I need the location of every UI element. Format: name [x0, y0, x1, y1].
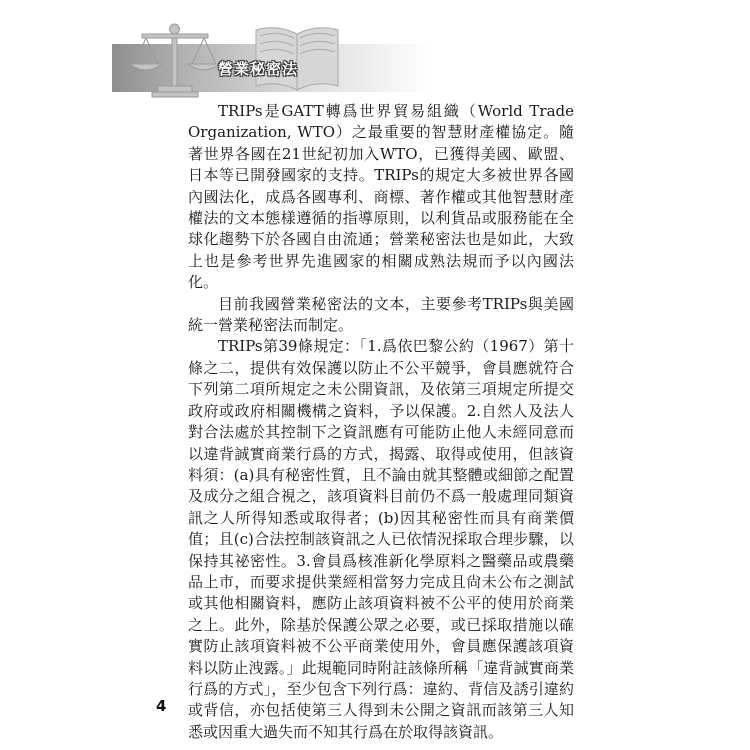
paragraph-domestic-law: 目前我國營業秘密法的文本，主要參考TRIPs與美國統一營業秘密法而制定。	[188, 294, 574, 335]
scales-of-justice-icon	[120, 20, 230, 100]
paragraph-trips-intro: TRIPs是GATT轉爲世界貿易組織（World Trade Organization, WTO）之最重要的智慧財產權協定。隨著世界各國在21世紀初加入WTO，已獲得美國、歐盟、日本等已開發國家的支持。TRIPs的規定大多被世界各國內國法化，成爲各國專利、商標、著作權或其他智慧財產權法的文本態樣遵循的指導原則，以利貨品或服務能在全球化趨勢下於各國自由流通；營業秘密法也是如此，大致上也是參考世界先進國家的相關成熟法規而予以內國法化。	[188, 102, 574, 292]
chapter-header	[112, 14, 432, 102]
paragraph-article-39: TRIPs第39條規定：「1.爲依巴黎公約（1967）第十條之二，提供有效保護以防止不公平競爭，會員應就符合下列第二項所規定之未公開資訊，及依第三項規定所提交政府或政府相關機構之資料，予以保護。2.自然人及法人對合法處於其控制下之資訊應有可能防止他人未經同意而以違背誠實商業行爲的方式，揭露、取得或使用，但該資料須：(a)具有秘密性質，且不論由就其整體或細節之配置及成分之組合視之，該項資料目前仍不爲一般處理同類資訊之人所得知悉或取得者；(b)因其秘密性而具有商業價值；且(c)合法控制該資訊之人已依情況採取合理步驟，以保持其祕密性。3.會員爲核准新化學原料之醫藥品或農藥品上市，而要求提供業經相當努力完成且尙未公布之測試或其他相關資料，應防止該項資料被不公平的使用於商業之上。此外，除基於保護公眾之必要，或已採取措施以確實防止該項資料被不公平商業使用外，會員應保護該項資料以防止洩露。」此規範同時附註該條所稱「違背誠實商業行爲的方式」，至少包含下列行爲：違約、背信及誘引違約或背信，亦包括使第三人得到未公開之資訊而該第三人知悉或因重大過失而不知其行爲在於取得該資訊。	[188, 337, 574, 741]
body-text	[188, 101, 574, 743]
chapter-title: 營業秘密法	[218, 60, 299, 78]
page-number: 4	[156, 697, 167, 715]
